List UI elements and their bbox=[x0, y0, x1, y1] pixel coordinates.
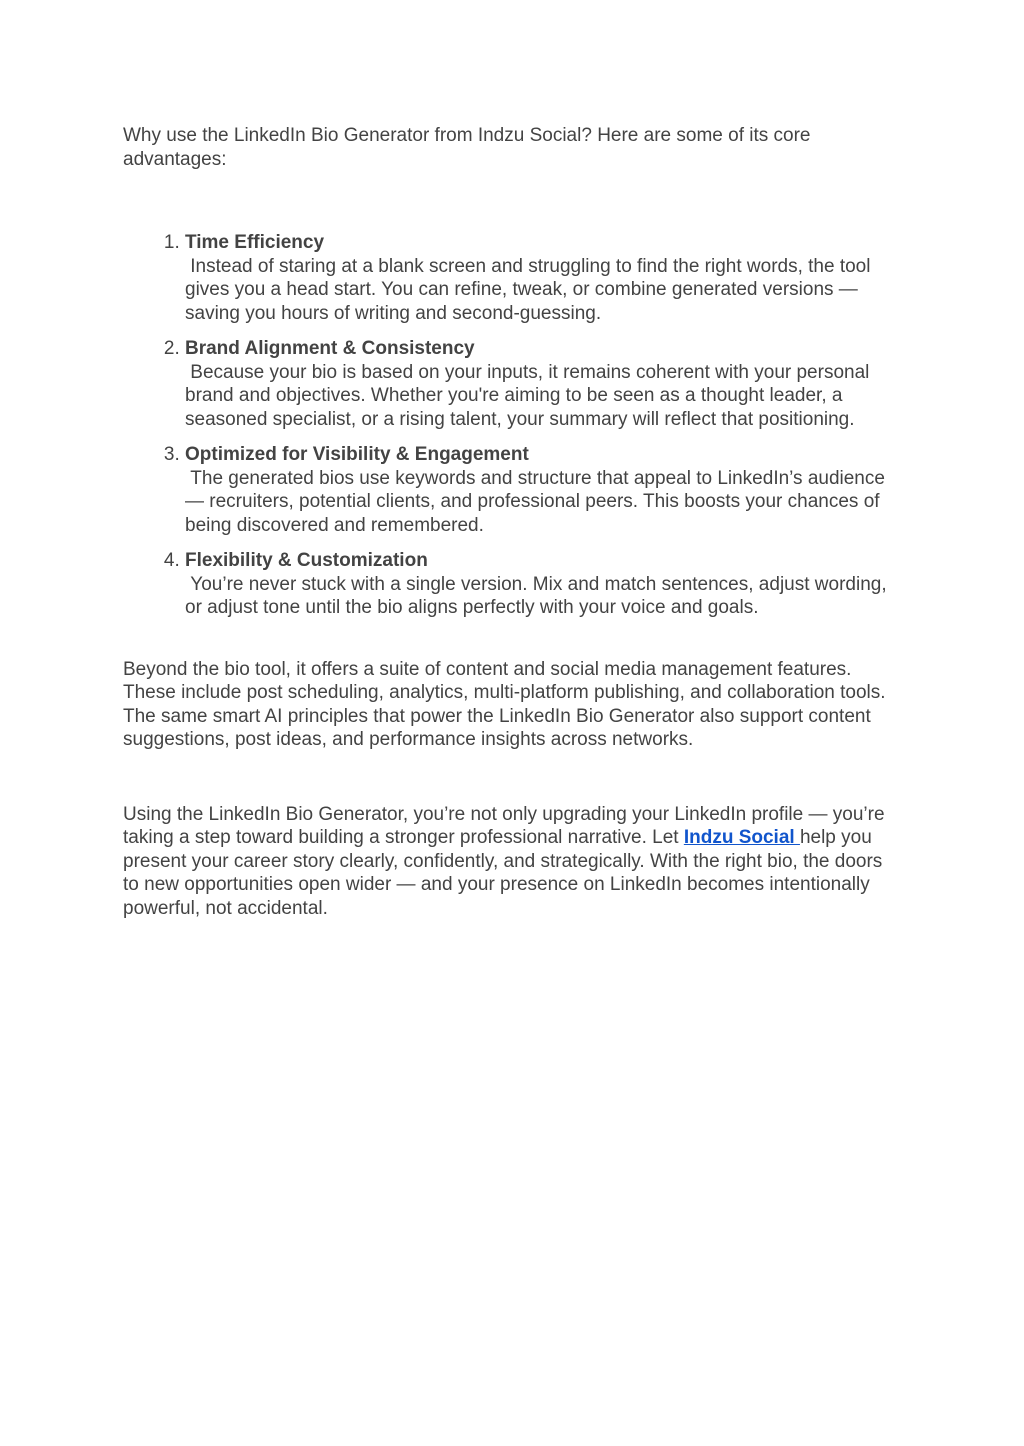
list-item-body: Because your bio is based on your inputs, it remains coherent with your personal brand and objectives. Whether you're aiming to be seen as a thought leader, a seasoned specialist, or a rising talent, your summary will reflect that positioning. bbox=[185, 361, 875, 430]
list-item-title: 2. Brand Alignment & Consistency bbox=[185, 338, 475, 359]
beyond-paragraph: Beyond the bio tool, it offers a suite of content and social media management features. These include post scheduling, analytics, multi-platform publishing, and collaboration tools. The same smart AI principles that power the LinkedIn Bio Generator also support content suggestions, post ideas, and performance insights across networks. bbox=[123, 658, 886, 750]
list-item-title: 1. Time Efficiency bbox=[185, 232, 325, 253]
list-item-title: 4. Flexibility & Customization bbox=[185, 550, 428, 571]
closing-text-after-link: help you present your career story clearly, confidently, and strategically. With the right bio, the doors to new opportunities open wider — and your presence on LinkedIn becomes intentionally powerful, not accidental. bbox=[123, 827, 883, 919]
list-item bbox=[185, 549, 901, 620]
list-item bbox=[185, 443, 901, 537]
list-item bbox=[185, 231, 901, 325]
closing-text-before-link: Using the LinkedIn Bio Generator, you’re not only upgrading your LinkedIn profile — you’re taking a step toward building a stronger professional narrative. Let bbox=[123, 803, 885, 848]
intro-paragraph: Why use the LinkedIn Bio Generator from Indzu Social? Here are some of its core advantages: bbox=[123, 125, 811, 170]
list-item-body: Instead of staring at a blank screen and struggling to find the right words, the tool gives you a head start. You can refine, tweak, or combine generated versions — saving you hours of writing and second-guessing. bbox=[185, 255, 876, 324]
list-item-body: You’re never stuck with a single version. Mix and match sentences, adjust wording, or adjust tone until the bio aligns perfectly with your voice and goals. bbox=[185, 573, 892, 618]
list-item-title: 3. Optimized for Visibility & Engagement bbox=[185, 444, 529, 465]
list-item bbox=[185, 337, 901, 431]
closing-paragraph bbox=[123, 803, 901, 921]
indzu-social-link[interactable]: Indzu Social bbox=[683, 827, 800, 848]
advantages-list bbox=[123, 231, 901, 620]
list-item-body: The generated bios use keywords and structure that appeal to LinkedIn’s audience — recruiters, potential clients, and professional peers. This boosts your chances of being discovered and remembered. bbox=[185, 467, 891, 536]
